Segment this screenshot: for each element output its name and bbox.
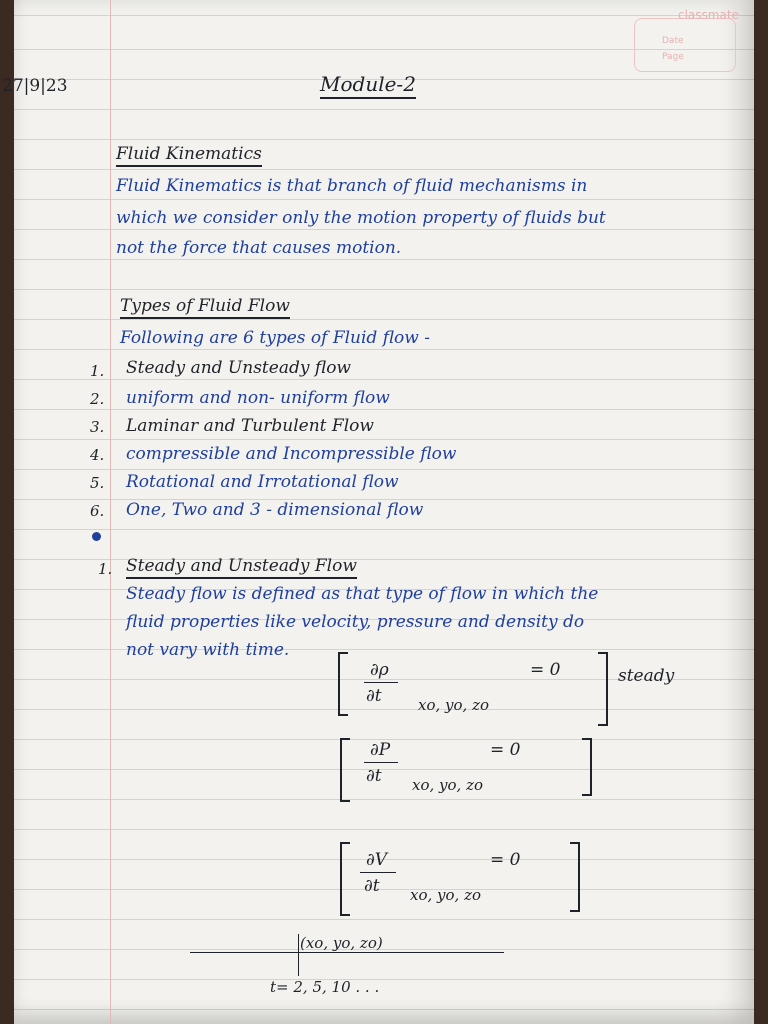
list-item: compressible and Incompressible flow xyxy=(126,444,457,464)
list-item: uniform and non- uniform flow xyxy=(126,388,390,408)
section-heading-steady: Steady and Unsteady Flow xyxy=(126,556,357,579)
date-field-label: Date xyxy=(662,36,684,46)
equation-subscript: xo, yo, zo xyxy=(410,886,482,904)
equation-denominator: ∂t xyxy=(366,766,382,786)
equation-subscript: xo, yo, zo xyxy=(418,696,490,714)
section-heading-fluid-kinematics: Fluid Kinematics xyxy=(116,144,262,167)
page-title: Module-2 xyxy=(320,72,416,99)
margin-line xyxy=(110,0,111,1024)
equation-equals: = 0 xyxy=(490,850,521,870)
fraction-bar xyxy=(364,682,398,683)
equation-equals: = 0 xyxy=(530,660,561,680)
ink-dot xyxy=(92,532,101,541)
list-number: 4. xyxy=(90,446,105,464)
list-number: 1. xyxy=(90,362,105,380)
paragraph-line: Fluid Kinematics is that branch of fluid mechanisms in xyxy=(116,176,588,196)
equation-bracket-right xyxy=(582,738,592,796)
fraction-bar xyxy=(360,872,396,873)
equation-bracket-right xyxy=(598,652,608,726)
notebook-page xyxy=(2,0,754,1024)
equation-denominator: ∂t xyxy=(364,876,380,896)
equation-denominator: ∂t xyxy=(366,686,382,706)
point-label: (xo, yo, zo) xyxy=(300,934,383,952)
equation-subscript: xo, yo, zo xyxy=(412,776,484,794)
fraction-bar xyxy=(364,762,398,763)
list-number: 6. xyxy=(90,502,105,520)
equation-bracket-right xyxy=(570,842,580,912)
equation-bracket-left xyxy=(338,652,348,716)
time-label: t= 2, 5, 10 . . . xyxy=(270,978,380,996)
paragraph-line: not vary with time. xyxy=(126,640,290,660)
section-number: 1. xyxy=(98,560,113,578)
paragraph-line: which we consider only the motion property of fluids but xyxy=(116,208,606,228)
paragraph-line: fluid properties like velocity, pressure and density do xyxy=(126,612,585,632)
section-heading-types: Types of Fluid Flow xyxy=(120,296,290,319)
brand-stamp xyxy=(634,18,736,72)
date-heading: 27|9|23 xyxy=(2,76,68,96)
equation-numerator: ∂V xyxy=(366,850,388,870)
equation-bracket-left xyxy=(340,738,350,802)
brand-name: classmate xyxy=(678,8,739,22)
list-number: 3. xyxy=(90,418,105,436)
equation-numerator: ∂ρ xyxy=(370,660,389,680)
types-intro: Following are 6 types of Fluid flow - xyxy=(120,328,430,348)
list-number: 2. xyxy=(90,390,105,408)
equation-numerator: ∂P xyxy=(370,740,391,760)
time-axis xyxy=(190,952,504,953)
page-field-label: Page xyxy=(662,52,684,62)
equation-side-label: steady xyxy=(618,666,675,686)
equation-equals: = 0 xyxy=(490,740,521,760)
list-item: One, Two and 3 - dimensional flow xyxy=(126,500,424,520)
list-item: Laminar and Turbulent Flow xyxy=(126,416,374,436)
list-item: Rotational and Irrotational flow xyxy=(126,472,399,492)
paragraph-line: Steady flow is defined as that type of flow in which the xyxy=(126,584,599,604)
paragraph-line: not the force that causes motion. xyxy=(116,238,402,258)
point-marker xyxy=(298,934,299,976)
list-number: 5. xyxy=(90,474,105,492)
list-item: Steady and Unsteady flow xyxy=(126,358,351,378)
equation-bracket-left xyxy=(340,842,350,916)
